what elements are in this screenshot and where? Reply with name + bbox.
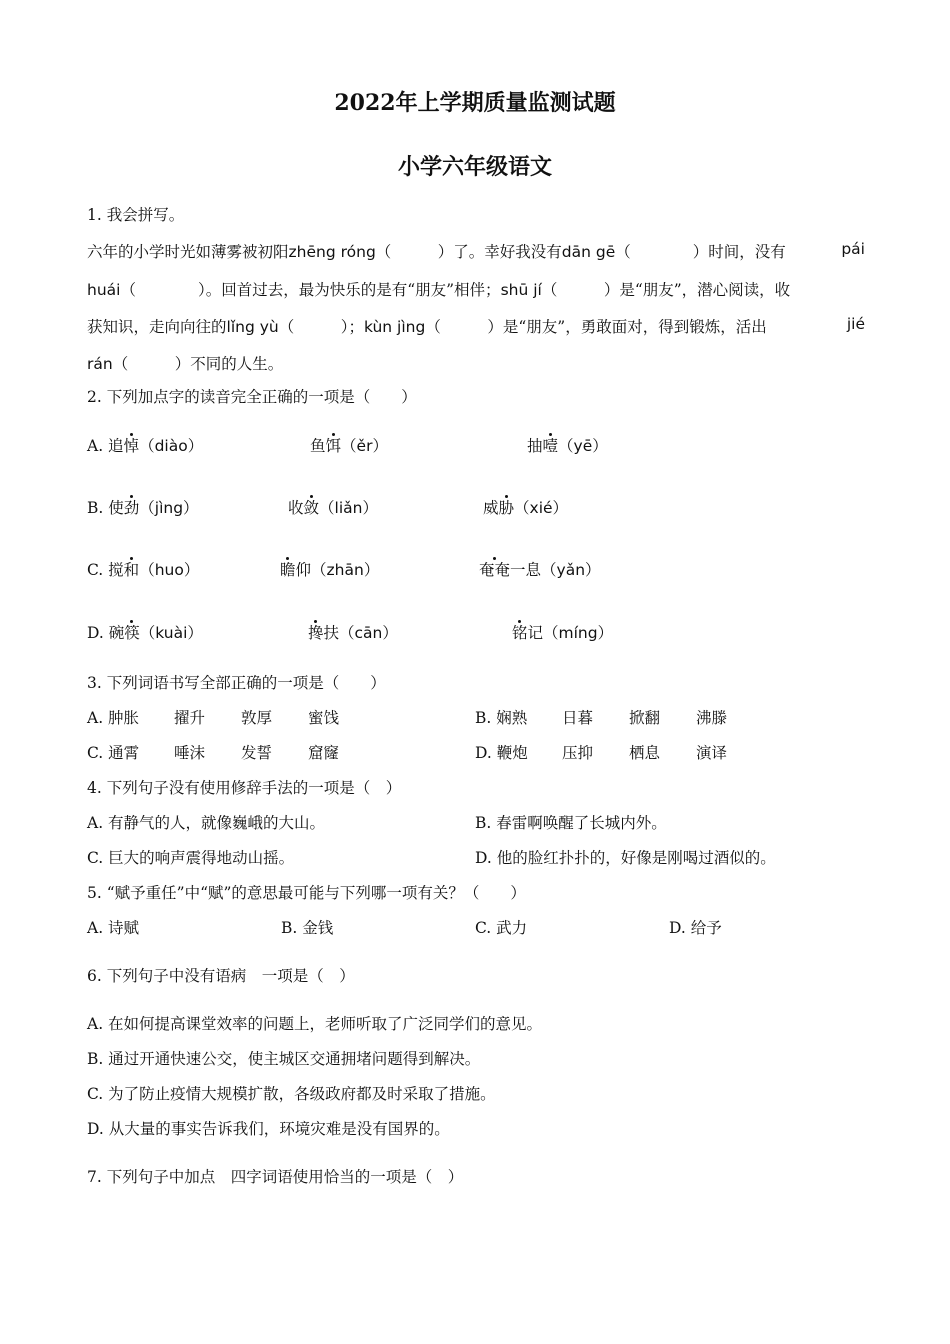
- pinyin: （liǎn）: [319, 499, 378, 517]
- q2-text: A. 追: [87, 437, 124, 455]
- q2-option: [483, 498, 568, 518]
- q2-option: [308, 623, 398, 643]
- pinyin-dange: dān gē: [561, 243, 616, 261]
- q1-text: （ ）不同的人生。: [112, 355, 284, 373]
- q2-stem: 2. 下列加点字的读音完全正确的一项是（ ）: [87, 388, 417, 406]
- pinyin-kunjing: kùn jìng: [363, 318, 426, 336]
- q3-option-c-word: 唾沫: [174, 744, 206, 762]
- q4-option-c: C. 巨大的响声震得地动山摇。: [87, 849, 295, 867]
- q6-option-a: A. 在如何提高课堂效率的问题上，老师听取了广泛同学们的意见。: [87, 1015, 543, 1033]
- dotted-char: 搀: [308, 624, 324, 642]
- pinyin-ran: rán: [87, 355, 113, 373]
- dotted-char: 胁: [498, 499, 515, 517]
- q1-text: （ ）。回首过去，最为快乐的是有“朋友”相伴；: [120, 281, 501, 299]
- dotted-char: 铭: [512, 624, 528, 642]
- dotted-char: 奄奄: [479, 561, 511, 579]
- q2-text: 记: [527, 624, 544, 642]
- q2-text: 收: [288, 499, 304, 517]
- q4-stem: 4. 下列句子没有使用修辞手法的一项是（ ）: [87, 779, 402, 797]
- q5-option-a: A. 诗赋: [87, 919, 140, 937]
- q2-option: [288, 498, 378, 518]
- pinyin: （jìng）: [139, 499, 199, 517]
- q3-option-a-word: A. 肿胀: [87, 709, 140, 727]
- q2-option: [87, 436, 203, 456]
- pinyin: （diào）: [139, 437, 204, 455]
- pinyin: （kuài）: [139, 624, 203, 642]
- q7-stem: 7. 下列句子中加点 四字词语使用恰当的一项是（ ）: [87, 1168, 464, 1186]
- q1-line3: [87, 315, 767, 337]
- q6-option-d: D. 从大量的事实告诉我们，环境灾难是没有国界的。: [87, 1120, 450, 1138]
- dotted-char: 和: [123, 561, 140, 579]
- q2-text: 扶: [323, 624, 340, 642]
- q4-option-d: D. 他的脸红扑扑的，好像是刚喝过酒似的。: [475, 849, 776, 867]
- q3-option-c-word: 窟窿: [308, 744, 340, 762]
- pinyin-shuji: shū jí: [500, 281, 542, 299]
- q2-option: [280, 560, 379, 580]
- pinyin: （zhān）: [311, 561, 380, 579]
- q3-option-a-word: 敦厚: [241, 709, 273, 727]
- q5-stem: 5. “赋予重任”中“赋”的意思最可能与下列哪一项有关？（ ）: [87, 884, 526, 902]
- pinyin: （yǎn）: [541, 561, 601, 579]
- q2-text: C. 搅: [87, 561, 124, 579]
- q2-text: 威: [483, 499, 499, 517]
- q3-option-a-word: 蜜饯: [308, 709, 340, 727]
- pinyin: （ěr）: [341, 437, 388, 455]
- q1-text: （ ）时间，没有: [615, 243, 786, 261]
- q1-line1: [87, 240, 786, 262]
- dotted-char: 劲: [123, 499, 140, 517]
- q1-text: （ ）；: [278, 318, 364, 336]
- q2-text: 鱼: [310, 437, 326, 455]
- pinyin-zhengrong: zhēng róng: [288, 243, 376, 261]
- q2-option: [310, 436, 388, 456]
- q1-text: （ ）是“朋友”，勇敢面对，得到锻炼，活出: [425, 318, 767, 336]
- q4-option-b: B. 春雷啊唤醒了长城内外。: [475, 814, 667, 832]
- pinyin: （huo）: [139, 561, 200, 579]
- pinyin: （xié）: [514, 499, 569, 517]
- q2-option: [87, 623, 203, 643]
- q2-text: D. 碗: [87, 624, 125, 642]
- q1-text: 获知识，走向向往的: [87, 318, 227, 336]
- q5-option-b: B. 金钱: [281, 919, 334, 937]
- pinyin-lingyu: lǐng yù: [226, 318, 279, 336]
- q3-option-c-word: 发誓: [241, 744, 273, 762]
- q2-option: [479, 560, 601, 580]
- q2-text: 抽: [527, 437, 543, 455]
- q2-option: [87, 560, 199, 580]
- q3-option-a-word: 擢升: [174, 709, 206, 727]
- q5-option-c: C. 武力: [475, 919, 528, 937]
- q3-option-d-word: 压抑: [562, 744, 594, 762]
- dotted-char: 噎: [542, 437, 559, 455]
- pinyin: （yē）: [558, 437, 608, 455]
- q6-option-c: C. 为了防止疫情大规模扩散，各级政府都及时采取了措施。: [87, 1085, 496, 1103]
- page-title: 2022年上学期质量监测试题: [334, 90, 616, 116]
- dotted-char: 瞻: [280, 561, 296, 579]
- q2-text: B. 使: [87, 499, 124, 517]
- dotted-char: 敛: [303, 499, 320, 517]
- q2-option: [512, 623, 613, 643]
- q2-option: [527, 436, 608, 456]
- pinyin-jie: jié: [846, 315, 865, 333]
- pinyin-huai: huái: [87, 281, 121, 299]
- q4-option-a: A. 有静气的人，就像巍峨的大山。: [87, 814, 326, 832]
- dotted-char: 饵: [325, 437, 342, 455]
- dotted-char: 筷: [124, 624, 140, 642]
- q6-option-b: B. 通过开通快速公交，使主城区交通拥堵问题得到解决。: [87, 1050, 481, 1068]
- q1-text: 六年的小学时光如薄雾被初阳: [87, 243, 289, 261]
- pinyin: （míng）: [543, 624, 614, 642]
- q3-option-b-word: B. 娴熟: [475, 709, 528, 727]
- q5-option-d: D. 给予: [669, 919, 722, 937]
- q2-text: 仰: [295, 561, 312, 579]
- q6-stem: 6. 下列句子中没有语病 一项是（ ）: [87, 967, 355, 985]
- q1-text: （ ）了。幸好我没有: [375, 243, 562, 261]
- q3-option-b-word: 沸滕: [696, 709, 728, 727]
- q2-text: 一息: [510, 561, 542, 579]
- page-subtitle: 小学六年级语文: [397, 154, 552, 180]
- q3-option-d-word: 演译: [696, 744, 728, 762]
- dotted-char: 悼: [123, 437, 140, 455]
- q3-option-b-word: 掀翻: [629, 709, 661, 727]
- q2-option: [87, 498, 199, 518]
- pinyin: （cān）: [339, 624, 398, 642]
- q3-option-c-word: C. 通霄: [87, 744, 140, 762]
- q3-option-d-word: D. 鞭炮: [475, 744, 528, 762]
- q3-option-d-word: 栖息: [629, 744, 661, 762]
- q3-option-b-word: 日暮: [562, 709, 594, 727]
- pinyin-pai: pái: [841, 240, 865, 258]
- q1-text: （ ）是“朋友”，潜心阅读，收: [541, 281, 791, 299]
- q3-stem: 3. 下列词语书写全部正确的一项是（ ）: [87, 674, 386, 692]
- q1-stem: 1. 我会拼写。: [87, 206, 185, 224]
